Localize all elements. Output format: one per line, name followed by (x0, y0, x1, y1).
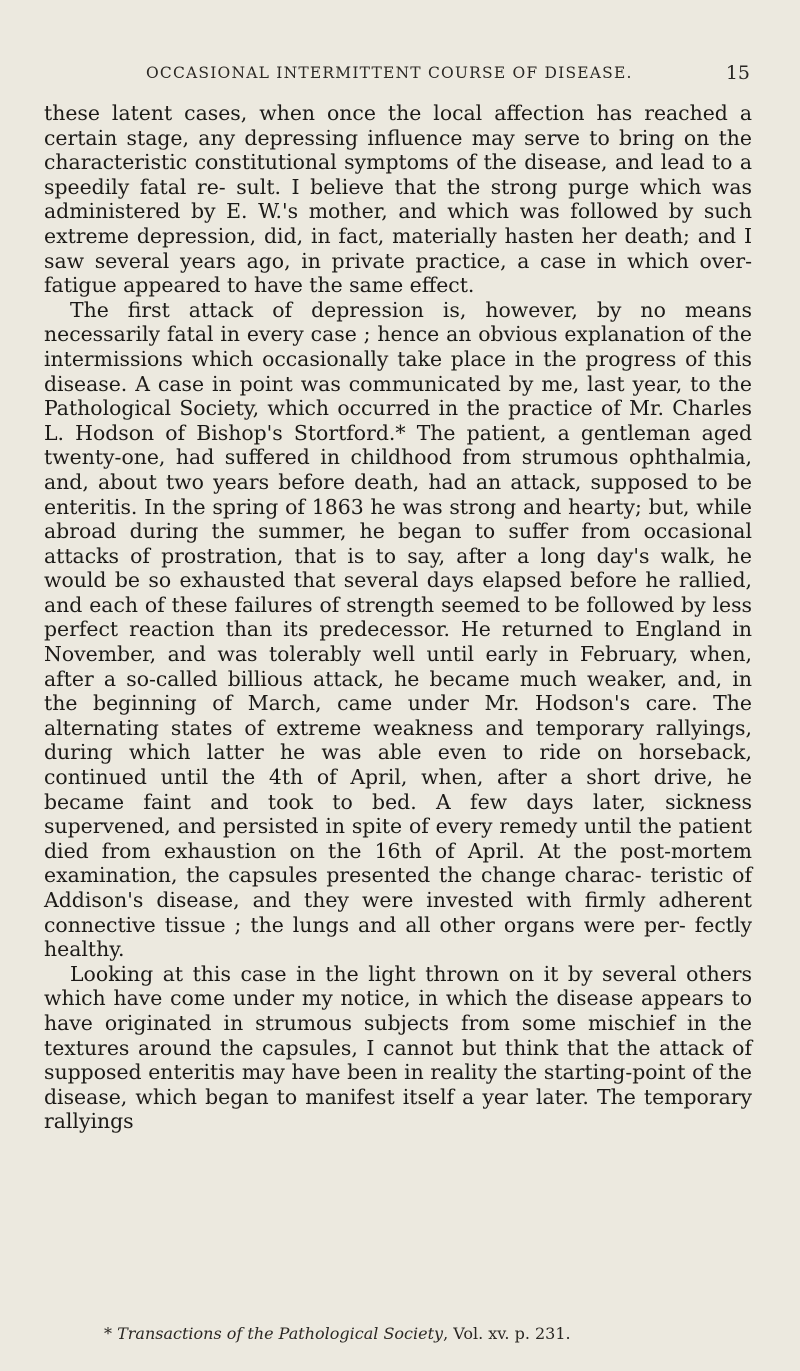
paragraph-2: The first attack of depression is, however, by no means necessarily fatal in every case ; hence an obvious explanation of the intermissions which occasionally take place in the progress of this disease. A case in point was communicated by me, last year, to the Pathological Society, which occurred in the practice of Mr. Charles L. Hodson of Bishop's Stortford.* The patient, a gentleman aged twenty-one, had suffered in childhood from strumous ophthalmia, and, about two years before death, had an attack, supposed to be enteritis. In the spring of 1863 he was strong and hearty; but, while abroad during the summer, he began to suffer from occasional attacks of prostration, that is to say, after a long day's walk, he would be so exhausted that several days elapsed before he rallied, and each of these failures of strength seemed to be followed by less perfect reaction than its predecessor. He returned to England in November, and was tolerably well until early in February, when, after a so-called billious attack, he became much weaker, and, in the beginning of March, came under Mr. Hodson's care. The alternating states of extreme weakness and temporary rallyings, during which latter he was able even to ride on horseback, continued until the 4th of April, when, after a short drive, he became faint and took to bed. A few days later, sickness supervened, and persisted in spite of every remedy until the patient died from exhaustion on the 16th of April. At the post-mortem examination, the capsules presented the change charac- teristic of Addison's disease, and they were invested with firmly adherent connective tissue ; the lungs and all other organs were per- fectly healthy. (44, 297, 752, 962)
footnote-marker: * (104, 1324, 118, 1343)
paragraph-1: these latent cases, when once the local affection has reached a certain stage, any depressing influence may serve to bring on the characteristic constitutional symptoms of the disease, and lead to a speedily fatal re- sult. I believe that the strong purge which was administered by E. W.'s mother, and which was followed by such extreme depression, did, in fact, materially hasten her death; and I saw several years ago, in private practice, a case in which over-fatigue appeared to have the same effect. (44, 101, 752, 298)
running-title: OCCASIONAL INTERMITTENT COURSE OF DISEASE. (146, 64, 633, 82)
footnote-source: Transactions of the Pathological Society (117, 1324, 444, 1343)
page-number: 15 (725, 62, 750, 84)
body-text (44, 101, 752, 1134)
paragraph-3: Looking at this case in the light thrown on it by several others which have come under my notice, in which the disease appears to have originated in strumous subjects from some mischief in the textures around the capsules, I cannot but think that the attack of supposed enteritis may have been in reality the starting-point of the disease, which began to manifest itself a year later. The temporary rallyings (44, 961, 752, 1134)
footnote (104, 1324, 744, 1344)
footnote-citation: , Vol. xv. p. 231. (443, 1324, 571, 1343)
